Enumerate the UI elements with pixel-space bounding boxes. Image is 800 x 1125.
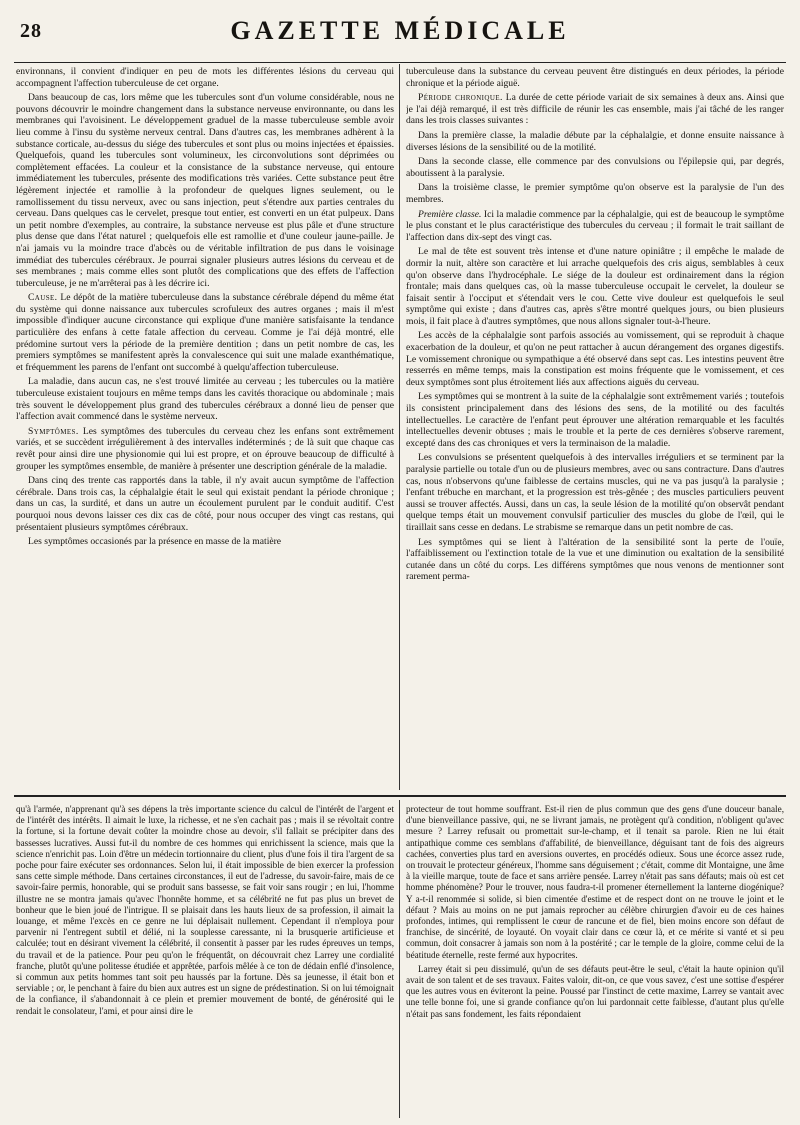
paragraph: environnans, il convient d'indiquer en peu de mots les différentes lésions du cerveau qui accompagnent l'affection tuberculeuse de cet organe. <box>16 66 394 89</box>
paragraph-text: Les symptômes des tubercules du cerveau chez les enfans sont extrêmement variés, et se succèdent irrégulièrement à des intervalles indéterminés ; de là suit que chaque cas revêt pour ainsi dire une physionomie qui lui est propre, et on éprouve beaucoup de difficulté à grouper les symptômes ensemble, de manière à présenter une description générale de la maladie. <box>16 425 394 472</box>
paragraph-symptomes <box>16 426 394 472</box>
paragraph: Dans cinq des trente cas rapportés dans la table, il n'y avait aucun symptôme de l'affection cérébrale. Dans trois cas, la céphalalgie était le seul qui existait pendant la période chronique ; dans un cas, la surdité, et dans un autre un écoulement purulent par le conduit auditif. C'est pourquoi nous devons laisser ces dix cas de côté, pour nous occuper des vingt cas restans, qui présentaient plusieurs symptômes cérébraux. <box>16 475 394 533</box>
article-column-left <box>16 66 394 786</box>
paragraph-text: Ici la maladie commence par la céphalalgie, qui est de beaucoup le symptôme le plus constant et le plus caractéristique des tubercules du cerveau ; il formait le trait saillant de l'affection dans dix-sept des vingt cas. <box>406 208 784 243</box>
section-label-symptomes: Symptômes. <box>28 425 79 437</box>
paragraph: Le mal de tête est souvent très intense et d'une nature opiniâtre ; il empêche le malade de dormir la nuit, altère son caractère et lui arrache quelquefois des cris aigus, semblables à ceux qu'on observe dans l'hydrocéphale. Le siége de la douleur est ordinairement dans la région frontale; mais dans quelques cas, où la masse tuberculeuse occupait le cervelet, la douleur se faisait sentir à l'occiput et s'étendait vers le cou. Cette vive douleur est quelquefois le seul symptôme qui existe ; dans d'autres cas, après s'être montré quelques jours, ou bien plusieurs mois, il fait place à d'autres symptômes, que nous allons signaler tout-à-l'heure. <box>406 246 784 327</box>
feuilleton-column-right <box>406 804 784 1116</box>
paragraph: Les convulsions se présentent quelquefois à des intervalles irréguliers et se terminent par la paralysie partielle ou totale d'un ou de plusieurs membres, avec ou sans contracture. Dans d'autres cas, nous n'observons qu'une faiblesse de certains muscles, qui ne va pas jusqu'à la paralysie ; l'enfant trébuche en marchant, et la progression est très-gênée ; des muscles particuliers peuvent aussi se trouver affectés. Aussi, dans un cas, la seule lésion de la motilité qu'on observât pendant quelque temps était un mouvement convulsif particulier des muscles du globe de l'œil, qui le tiraillait sans cesse en dedans. Le strabisme se remarque dans un petit nombre de cas. <box>406 452 784 533</box>
journal-title: GAZETTE MÉDICALE <box>230 16 570 45</box>
header-rule <box>14 62 786 63</box>
section-label-cause: Cause. <box>28 292 58 304</box>
paragraph-periode <box>406 92 784 127</box>
paragraph-premiere <box>406 209 784 244</box>
paragraph: qu'à l'armée, n'apprenant qu'à ses dépens la très importante science du calcul de l'intérêt de l'argent et de l'intérêt des intérêts. Il aimait le luxe, la richesse, et ne s'en cachait pas ; mais il se révoltait contre la fortune, si la fortune devait coûter la moindre chose au devoir, s'il fallait se précipiter dans des bassesses lucratives. Aussi fut-il du nombre de ces hommes qui enrichissent la science, mais que la science n'enrichit pas. Loin d'être un médecin tortionnaire du client, plus d'une fois il tira l'argent de sa poche pour faire exécuter ses ordonnances. Selon lui, il était impossible de bien exercer la profession sans cette simple méthode. Dans certaines circonstances, il eut de l'adresse, du savoir-faire, mais de ce savoir-faire permis, honorable, qui se produit sans bassesse, se fait voir sans rougir ; en lui, l'homme illustre ne se montra jamais qu'avec l'honnête homme, et sa célébrité ne fut pas plus un brevet de bonheur que le bien joué de l'intrigue. Il se plaisait dans les hauts lieux de sa profession, il aimait la louange, et même l'excès en ce genre ne lui déplaisait nullement. Cependant il n'employa pour parvenir ni l'entregent subtil et délié, ni la souplesse caressante, ni la brusquerie artificieuse et calculée; tout en désirant vivement la célébrité, il consentit à passer par les rudes épreuves un temps, du travail et de la patience. Pour peu qu'on le fréquentât, on découvrait chez Larrey une cordialité franche, plutôt qu'une politesse étudiée et apprêtée, parfois mêlée à ce ton de dédain enflé d'insolence, si commun aux petits hommes tant soit peu haussés par la fortune. Dès sa jeunesse, il était bon et serviable ; or, le penchant à faire du bien aux autres est un signe de prédestination. Si on lui témoignait de la confiance, il s'abandonnait à ce plein et premier mouvement de bonté, de générosité qui le rendait le consolateur, l'ami, et pour ainsi dire le <box>16 804 394 1016</box>
paragraph: tuberculeuse dans la substance du cerveau peuvent être distingués en deux périodes, la période chronique et la période aiguë. <box>406 66 784 89</box>
paragraph: Les symptômes qui se lient à l'altération de la sensibilité sont la perte de l'ouïe, l'affaiblissement ou l'extinction totale de la vue et une diminution ou exaltation de la sensibilité cutanée dans un côté du corps. Les différens symptômes que nous venons de mentionner sont rarement perma- <box>406 536 784 583</box>
paragraph: Les accès de la céphalalgie sont parfois associés au vomissement, qui se reproduit à chaque exacerbation de la douleur, et qu'on ne peut rattacher à aucun dérangement des organes digestifs. Le vomissement chronique ou sympathique a été observé dans sept cas. Les intestins peuvent être resserrés en même temps, mais la constipation est moins fréquente que le vomissement, et ces deux symptômes sont plus étroitement liés aux affections aiguës du cerveau. <box>406 330 784 388</box>
paragraph: Dans la première classe, la maladie débute par la céphalalgie, et donne ensuite naissance à diverses lésions de la sensibilité ou de la motilité. <box>406 129 784 153</box>
paragraph-text: La durée de cette période variait de six semaines à deux ans. Ainsi que je l'ai déjà remarqué, il est très difficile de réunir les cas ensemble, mais j'ai tâché de les ranger dans les trois classes suivantes : <box>406 92 784 127</box>
section-rule <box>14 795 786 797</box>
paragraph: Dans la seconde classe, elle commence par des convulsions ou l'épilepsie qui, par degrés, aboutissent à la paralysie. <box>406 156 784 179</box>
paragraph-text: Le dépôt de la matière tuberculeuse dans la substance cérébrale dépend du même état du système qui donne naissance aux tubercules scrofuleux des autres organes ; mais il m'est impossible d'indiquer aucune circonstance qui explique d'une manière satisfaisante la tendance particulière des enfans à cette fatale affection du cerveau. Comme je l'ai déjà montré, elle prédomine surtout vers la période de la première dentition ; dans un petit nombre de cas, les premiers symptômes se manifestent après la convalescence qui suit une malade exanthématique, et fréquemment les parens de l'enfant ont succombé à quelqu'affection tuberculeuse. <box>16 292 394 373</box>
section-label-periode-chronique: Période chronique. <box>418 92 503 104</box>
page-number: 28 <box>20 20 42 42</box>
page-header <box>14 12 786 52</box>
paragraph: Les symptômes qui se montrent à la suite de la céphalalgie sont extrêmement variés ; toutefois ils consistent principalement dans des lésions des sens, de la motilité ou des facultés intellectuelles. Le caractère de l'enfant peut éprouver une altération remarquable et les facultés intellectuelles devenir obtuses ; mais le trouble et la perte de ces dernières s'observe rarement, excepté dans des cas chroniques et vers la terminaison de la maladie. <box>406 391 784 449</box>
paragraph: Dans beaucoup de cas, lors même que les tubercules sont d'un volume considérable, nous ne pouvons découvrir le moindre changement dans la substance nerveuse environnante, ou dans les membranes qui l'avoisinent. Le développement graduel de la masse tuberculeuse semble avoir lieu comme à l'insu du système nerveux central. Dans d'autres cas, les membranes adhèrent à la substance corticale, au-dessus du siége des tubercules et sont plus ou moins injectées et épaissies. Quelquefois, quand les tubercules sont volumineux, les circonvolutions sont déprimées ou complètement effacées. La couleur et la consistance de la substance nerveuse, qui entoure immédiatement les tubercules, présente des modifications très variées. Cette substance peut être légèrement injectée et ramollie à la profondeur de quelques lignes seulement, ou le ramollissement du tissu nerveux, avec ou sans injection, peut s'étendre aux parties centrales du cerveau. Dans quelques cas le cervelet, presque tout entier, est converti en un état pulpeux. Dans un petit nombre d'exemples, au contraire, la substance nerveuse est plus pâle et d'une structure plus dense que dans l'état naturel ; quelquefois elle est ramollie et d'une couleur jaune-paille. Je n'ai jamais vu la moindre trace d'abcès ou de véritable infiltration de pus dans le voisinage immédiat des tubercules cérébraux. Je pourrai signaler plusieurs autres lésions du cerveau et de ses membranes ; mais comme elles sont plutôt des complications que des effets de l'affection tuberculeuse, je ne m'arrêterai pas à les décrire ici. <box>16 92 394 289</box>
paragraph: protecteur de tout homme souffrant. Est-il rien de plus commun que des gens d'une douceur banale, d'une bienveillance passive, qui, ne se livrant jamais, ne protègent qu'à condition, n'obligent qu'avec mesure ? Larrey refusait ou promettait sur-le-champ, et il tenait sa parole. Rien ne lui était antipathique comme ces semblans d'affabilité, de bienveillance, déguisant tant de fois des aigreurs cachées, converties plus tard en aversions ouvertes, en procédés odieux. Sous une écorce assez rude, on trouvait le protecteur généreux, l'homme sans déguisement ; c'était, comme dit Montaigne, une âme à la vieille marque, toute de face et sans arrière pensée. Larrey n'était pas sans défauts; mais où est cet homme phénomène? Pour le trouver, nous faudra-t-il promener éternellement la lanterne diogénique? Y a-t-il renommée si solide, si bien cimentée d'estime et de respect dont on ne trouve le joint et le défaut ? Mais au moins on ne put jamais reprocher au célèbre chirurgien d'avoir eu de ces haines profondes, intimes, qui remplissent le cœur de rancune et de fiel, bien moins encore son défaut de franchise, de sincérité, de loyauté. On voyait clair dans ce cœur là, et ce mérite si vanté et si peu commun, doit consacrer à jamais son nom à la postérité ; car le temple de la gloire, comme celui de la béatitude éternelle, reste fermé aux hypocrites. <box>406 804 784 960</box>
section-label-premiere-classe: Première classe. <box>418 208 482 220</box>
column-divider <box>399 64 400 790</box>
feuilleton-column-left <box>16 804 394 1116</box>
paragraph: La maladie, dans aucun cas, ne s'est trouvé limitée au cerveau ; les tubercules ou la matière tuberculeuse existaient toujours en même temps dans les cavités thoracique ou abdominale ; mais très souvent le développement plus grand des tubercules cérébraux a donné lieu de penser que l'affection avait commencé dans le système nerveux. <box>16 376 394 423</box>
paragraph: Dans la troisième classe, le premier symptôme qu'on observe est la paralysie de l'un des membres. <box>406 182 784 205</box>
paragraph-cause <box>16 292 394 373</box>
article-column-right <box>406 66 784 786</box>
column-divider <box>399 800 400 1118</box>
paragraph: Les symptômes occasionés par la présence en masse de la matière <box>28 536 282 548</box>
paragraph: Larrey était si peu dissimulé, qu'un de ses défauts peut-être le seul, c'était la haute opinion qu'il avait de son talent et de ses travaux. Faites valoir, dit-on, ce que vous savez, c'est une sottise d'espérer que les autres vous en éviteront la peine. Poussé par l'instinct de cette maxime, Larrey se vantait avec une telle bonne foi, une si grande confiance qu'on lui pardonnait cette faiblesse, d'autant plus qu'elle n'était pas sans fondement, les faits répondaient <box>406 963 784 1019</box>
